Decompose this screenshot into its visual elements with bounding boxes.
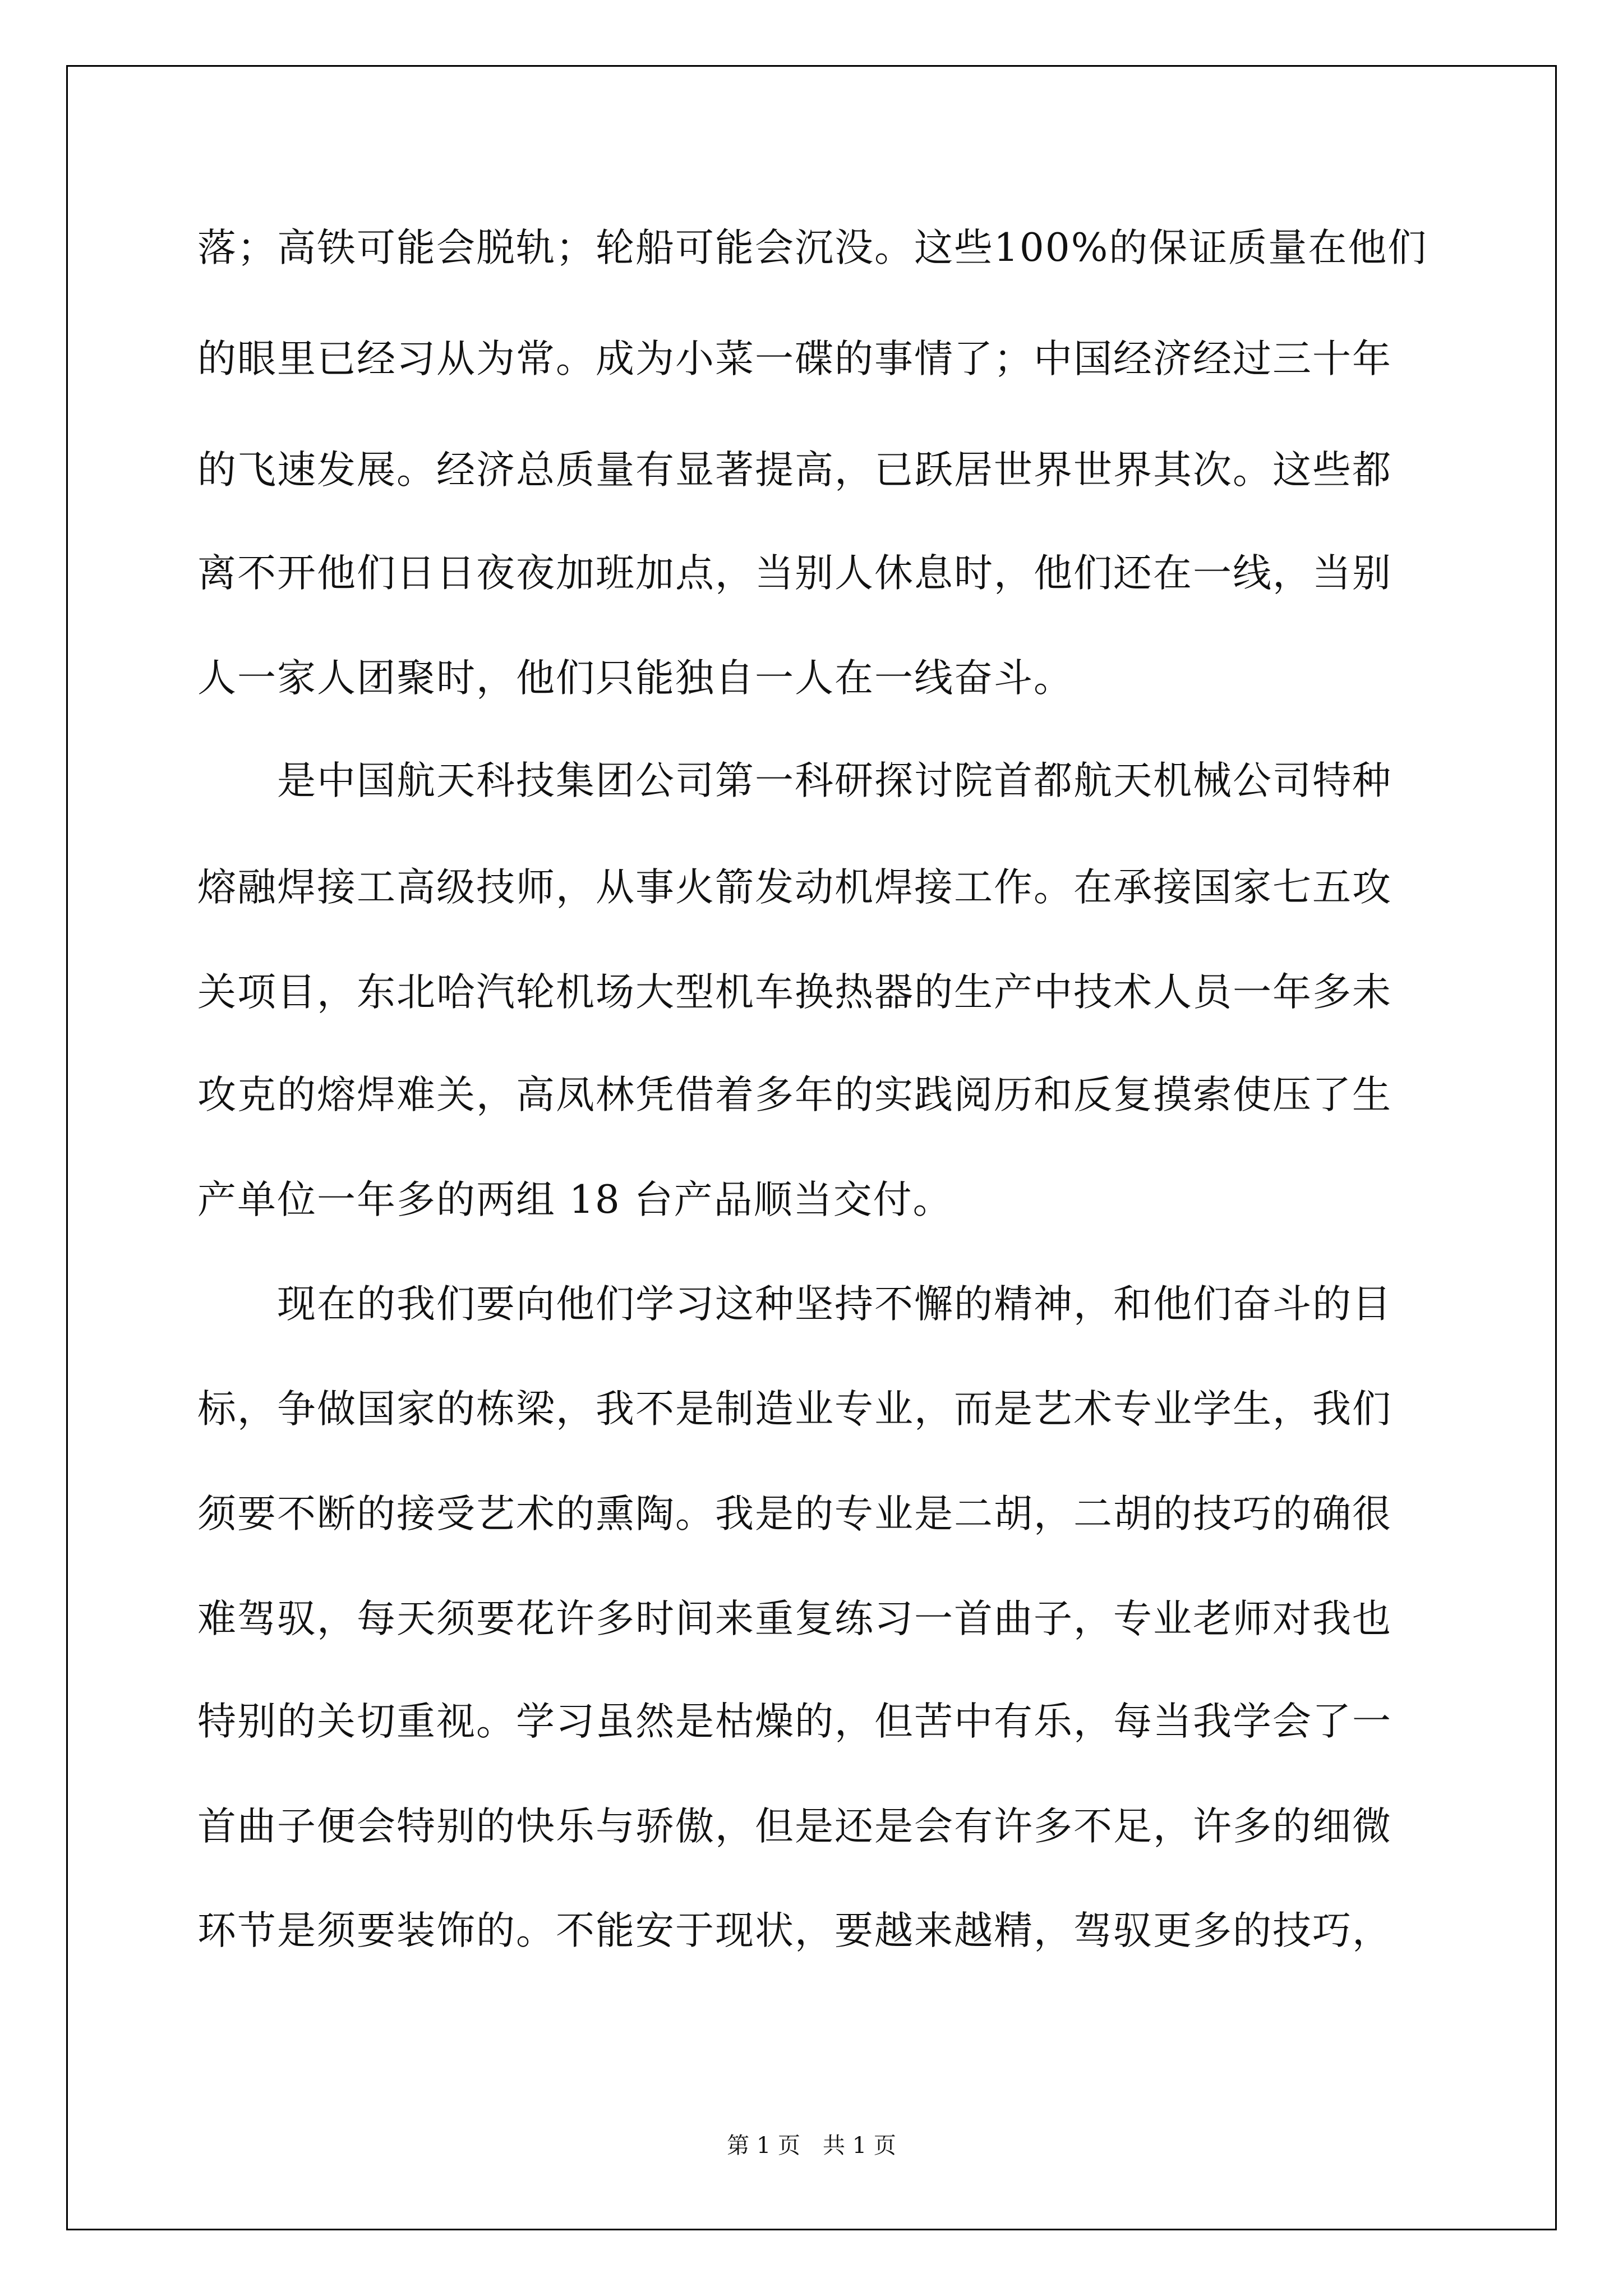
- text-line: 熔融焊接工高级技师，从事火箭发动机焊接工作。在承接国家七五攻: [197, 865, 1392, 910]
- text-line: 标，争做国家的栋梁，我不是制造业专业，而是艺术专业学生，我们: [197, 1387, 1392, 1432]
- text-line: 关项目，东北哈汽轮机场大型机车换热器的生产中技术人员一年多未: [197, 970, 1392, 1015]
- text-line: 离不开他们日日夜夜加班加点，当别人休息时，他们还在一线，当别: [197, 551, 1392, 596]
- text-line: 的飞速发展。经济总质量有显著提高，已跃居世界世界其次。这些都: [197, 448, 1392, 493]
- text-line: 须要不断的接受艺术的熏陶。我是的专业是二胡，二胡的技巧的确很: [197, 1492, 1392, 1536]
- text-line: 人一家人团聚时，他们只能独自一人在一线奋斗。: [197, 656, 1073, 701]
- paragraph-start-line: 是中国航天科技集团公司第一科研探讨院首都航天机械公司特种: [197, 758, 1392, 803]
- text-line: 产单位一年多的两组 18 台产品顺当交付。: [197, 1177, 953, 1222]
- text-line: 难驾驭，每天须要花许多时间来重复练习一首曲子，专业老师对我也: [197, 1596, 1392, 1641]
- text-line: 攻克的熔焊难关，高凤林凭借着多年的实践阅历和反复摸索使压了生: [197, 1073, 1392, 1117]
- text-line: 落；高铁可能会脱轨；轮船可能会沉没。这些100%的保证质量在他们: [197, 226, 1428, 270]
- text-line: 特别的关切重视。学习虽然是枯燥的，但苦中有乐，每当我学会了一: [197, 1699, 1392, 1744]
- text-line: 首曲子便会特别的快乐与骄傲，但是还是会有许多不足，许多的细微: [197, 1804, 1392, 1849]
- page-footer: 第 1 页 共 1 页: [727, 2133, 896, 2159]
- text-line: 的眼里已经习从为常。成为小菜一碟的事情了；中国经济经过三十年: [197, 337, 1392, 381]
- paragraph-start-line: 现在的我们要向他们学习这种坚持不懈的精神，和他们奋斗的目: [197, 1282, 1392, 1327]
- text-line: 环节是须要装饰的。不能安于现状，要越来越精，驾驭更多的技巧，: [197, 1908, 1392, 1953]
